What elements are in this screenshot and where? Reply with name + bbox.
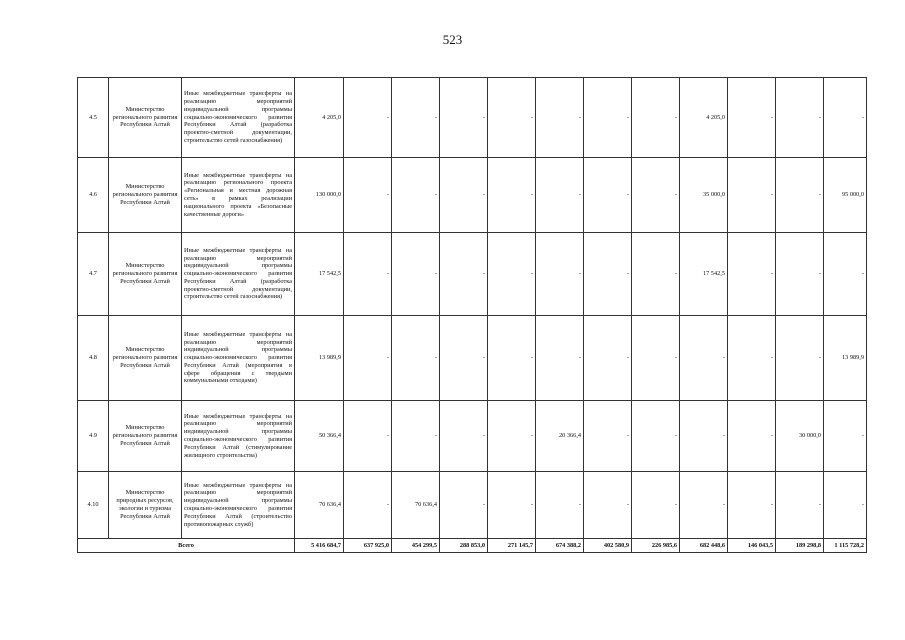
value-cell: - — [680, 316, 728, 401]
total-value-cell: 189 298,8 — [776, 539, 824, 553]
value-cell: - — [584, 233, 632, 316]
value-cell: 50 366,4 — [295, 401, 344, 472]
value-cell: 17 542,5 — [295, 233, 344, 316]
total-value-cell: 226 985,6 — [632, 539, 680, 553]
value-cell: - — [440, 316, 488, 401]
value-cell: 13 989,9 — [824, 316, 867, 401]
value-cell: - — [536, 316, 584, 401]
total-value-cell: 271 145,7 — [488, 539, 536, 553]
organization-cell: Министерство регионального развития Республики Алтай — [109, 316, 182, 401]
value-cell: - — [392, 233, 440, 316]
total-value-cell: 1 115 728,2 — [824, 539, 867, 553]
value-cell: - — [392, 401, 440, 472]
value-cell: - — [440, 401, 488, 472]
table-row — [78, 233, 867, 316]
value-cell: - — [536, 233, 584, 316]
table-row — [78, 158, 867, 233]
total-value-cell: 637 925,0 — [344, 539, 392, 553]
value-cell: - — [632, 472, 680, 539]
value-cell: - — [344, 158, 392, 233]
total-value-cell: 146 043,5 — [728, 539, 776, 553]
value-cell: - — [776, 78, 824, 158]
value-cell: - — [824, 233, 867, 316]
value-cell: - — [632, 158, 680, 233]
total-value-cell: 5 416 684,7 — [295, 539, 344, 553]
value-cell: - — [440, 158, 488, 233]
row-number-cell: 4.9 — [78, 401, 109, 472]
value-cell: 130 000,0 — [295, 158, 344, 233]
value-cell: - — [584, 472, 632, 539]
value-cell: - — [488, 316, 536, 401]
value-cell: - — [824, 472, 867, 539]
value-cell: - — [344, 401, 392, 472]
value-cell: - — [584, 401, 632, 472]
table-row — [78, 472, 867, 539]
value-cell: 70 636,4 — [295, 472, 344, 539]
value-cell: - — [488, 472, 536, 539]
value-cell: - — [392, 78, 440, 158]
value-cell: - — [776, 472, 824, 539]
total-value-cell: 454 299,5 — [392, 539, 440, 553]
value-cell: 95 000,0 — [824, 158, 867, 233]
value-cell: 70 636,4 — [392, 472, 440, 539]
description-cell: Иные межбюджетные трансферты на реализацию мероприятий индивидуальной программы социально-экономического развития Республики Алтай (стимулирование жилищного строительства) — [182, 401, 295, 472]
table-row — [78, 401, 867, 472]
row-number-cell: 4.6 — [78, 158, 109, 233]
budget-table — [77, 77, 867, 553]
value-cell: - — [728, 78, 776, 158]
row-number-cell: 4.7 — [78, 233, 109, 316]
total-value-cell: 288 853,0 — [440, 539, 488, 553]
total-row — [78, 539, 867, 553]
table-row — [78, 316, 867, 401]
value-cell: - — [632, 78, 680, 158]
value-cell: - — [488, 401, 536, 472]
value-cell: - — [728, 472, 776, 539]
value-cell: - — [728, 158, 776, 233]
value-cell: 13 989,9 — [295, 316, 344, 401]
page-number: 523 — [442, 32, 463, 47]
value-cell: 30 000,0 — [776, 401, 824, 472]
total-label: Всего — [78, 539, 295, 553]
row-number-cell: 4.10 — [78, 472, 109, 539]
value-cell: 4 205,0 — [295, 78, 344, 158]
value-cell: - — [632, 316, 680, 401]
value-cell: 17 542,5 — [680, 233, 728, 316]
description-cell: Иные межбюджетные трансферты на реализацию мероприятий индивидуальной программы социально-экономического развития Республики Алтай (разработка проектно-сметной документации, строительство сетей газоснабжения) — [182, 78, 295, 158]
table-row — [78, 78, 867, 158]
value-cell: - — [728, 401, 776, 472]
value-cell: - — [488, 78, 536, 158]
value-cell: - — [632, 401, 680, 472]
value-cell: - — [824, 401, 867, 472]
value-cell: - — [440, 472, 488, 539]
value-cell: - — [728, 233, 776, 316]
value-cell: - — [344, 472, 392, 539]
row-number-cell: 4.8 — [78, 316, 109, 401]
value-cell: - — [488, 233, 536, 316]
value-cell: - — [392, 158, 440, 233]
value-cell: - — [824, 78, 867, 158]
value-cell: - — [536, 472, 584, 539]
value-cell: - — [584, 316, 632, 401]
description-cell: Иные межбюджетные трансферты на реализацию мероприятий индивидуальной программы социально-экономического развития Республики Алтай (разработка проектно-сметной документации, строительство сетей газоснабжения) — [182, 233, 295, 316]
organization-cell: Министерство регионального развития Республики Алтай — [109, 158, 182, 233]
value-cell: 4 205,0 — [680, 78, 728, 158]
value-cell: - — [536, 158, 584, 233]
organization-cell: Министерство регионального развития Республики Алтай — [109, 233, 182, 316]
organization-cell: Министерство природных ресурсов, экологии и туризма Республики Алтай — [109, 472, 182, 539]
value-cell: - — [440, 233, 488, 316]
total-value-cell: 682 448,6 — [680, 539, 728, 553]
description-cell: Иные межбюджетные трансферты на реализацию мероприятий индивидуальной программы социально-экономического развития Республики Алтай (строительство противопожарных служб) — [182, 472, 295, 539]
value-cell: - — [344, 316, 392, 401]
organization-cell: Министерство регионального развития Республики Алтай — [109, 401, 182, 472]
row-number-cell: 4.5 — [78, 78, 109, 158]
value-cell: - — [584, 158, 632, 233]
description-cell: Иные межбюджетные трансферты на реализацию мероприятий индивидуальной программы социально-экономического развития Республики Алтай (мероприятия в сфере обращения с твердыми коммунальными отходами) — [182, 316, 295, 401]
value-cell: - — [776, 316, 824, 401]
value-cell: 20 366,4 — [536, 401, 584, 472]
value-cell: - — [680, 401, 728, 472]
value-cell: - — [488, 158, 536, 233]
value-cell: - — [584, 78, 632, 158]
value-cell: - — [536, 78, 584, 158]
value-cell: - — [440, 78, 488, 158]
value-cell: - — [632, 233, 680, 316]
value-cell: - — [344, 78, 392, 158]
total-value-cell: 402 580,9 — [584, 539, 632, 553]
value-cell: - — [728, 316, 776, 401]
total-value-cell: 674 388,2 — [536, 539, 584, 553]
value-cell: - — [776, 158, 824, 233]
value-cell: - — [344, 233, 392, 316]
value-cell: - — [776, 233, 824, 316]
value-cell: - — [680, 472, 728, 539]
value-cell: 35 000,0 — [680, 158, 728, 233]
description-cell: Иные межбюджетные трансферты на реализацию регионального проекта «Региональная и местная дорожная сеть» в рамках реализации национального проекта «Безопасные качественные дороги» — [182, 158, 295, 233]
value-cell: - — [392, 316, 440, 401]
organization-cell: Министерство регионального развития Республики Алтай — [109, 78, 182, 158]
